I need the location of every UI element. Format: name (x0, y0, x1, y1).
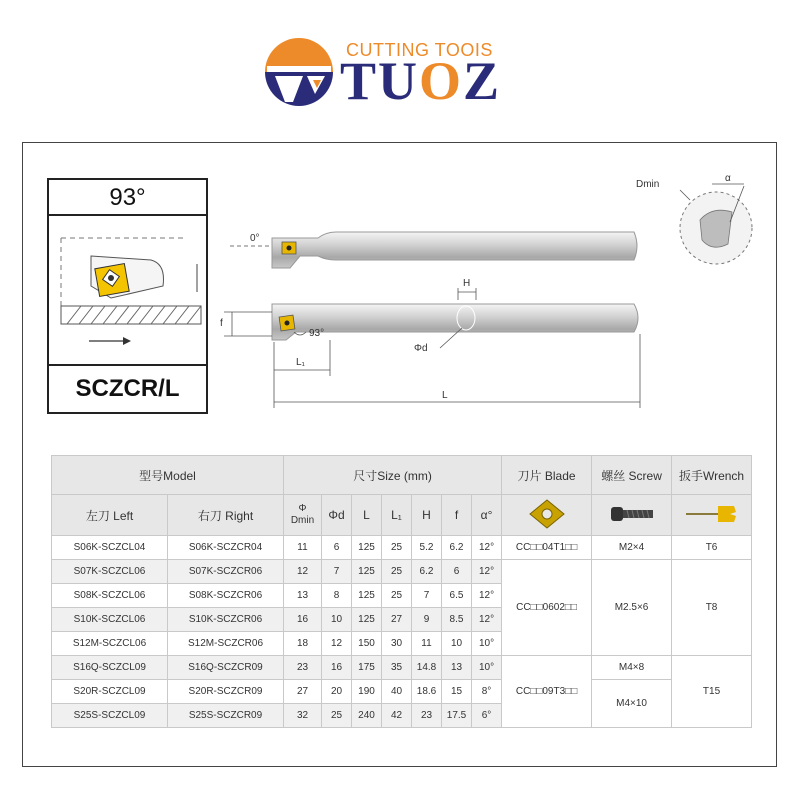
phi-d-label: Φd (414, 343, 428, 354)
dmin-label: Dmin (636, 179, 660, 190)
brand-part-o: O (419, 51, 464, 111)
cell-dmin: 27 (284, 680, 322, 704)
cell-alpha: 12° (472, 560, 502, 584)
cell-length: 125 (352, 608, 382, 632)
cell-h: 14.8 (412, 656, 442, 680)
col-f: f (442, 495, 472, 536)
cell-alpha: 10° (472, 656, 502, 680)
wrench-icon (672, 495, 752, 536)
cell-dmin: 18 (284, 632, 322, 656)
cell-alpha: 10° (472, 632, 502, 656)
cell-h: 5.2 (412, 536, 442, 560)
cell-alpha: 12° (472, 536, 502, 560)
cell-alpha: 12° (472, 608, 502, 632)
cell-blade: CC□□04T1□□ (502, 536, 592, 560)
cell-right: S16Q-SCZCR09 (168, 656, 284, 680)
cell-l1: 30 (382, 632, 412, 656)
cell-right: S10K-SCZCR06 (168, 608, 284, 632)
cell-left: S25S-SCZCL09 (52, 704, 168, 728)
mode-name: SCZCR/L (49, 364, 206, 412)
cell-l1: 25 (382, 536, 412, 560)
brand-part-z: Z (463, 51, 502, 111)
cell-right: S20R-SCZCR09 (168, 680, 284, 704)
col-right: 右刀 Right (168, 495, 284, 536)
col-phid: Φd (322, 495, 352, 536)
mode-angle: 93° (49, 180, 206, 216)
col-left: 左刀 Left (52, 495, 168, 536)
cell-wrench: T6 (672, 536, 752, 560)
blade-insert-icon (502, 495, 592, 536)
header-blade: 刀片 Blade (502, 456, 592, 495)
cell-blade: CC□□09T3□□ (502, 656, 592, 728)
col-dmin-phi: Φ (298, 503, 307, 514)
h-label: H (463, 278, 471, 289)
cell-f: 6.5 (442, 584, 472, 608)
cell-screw: M4×10 (592, 680, 672, 728)
cell-dmin: 11 (284, 536, 322, 560)
col-dmin-text: Dmin (290, 515, 315, 526)
cell-length: 125 (352, 584, 382, 608)
cell-length: 125 (352, 560, 382, 584)
cell-screw: M4×8 (592, 656, 672, 680)
cell-f: 17.5 (442, 704, 472, 728)
brand-part-tu: TU (340, 51, 420, 111)
cell-left: S08K-SCZCL06 (52, 584, 168, 608)
f-label: f (220, 318, 223, 329)
cell-alpha: 12° (472, 584, 502, 608)
cell-length: 125 (352, 536, 382, 560)
cell-l1: 35 (382, 656, 412, 680)
approach-angle-label: 93° (309, 328, 325, 339)
alpha-label: α (725, 173, 731, 184)
table-row (52, 680, 752, 704)
col-h: H (412, 495, 442, 536)
cell-blade: CC□□0602□□ (502, 560, 592, 656)
cell-left: S16Q-SCZCL09 (52, 656, 168, 680)
cell-left: S10K-SCZCL06 (52, 608, 168, 632)
col-alpha: α° (472, 495, 502, 536)
logo-tagline: CUTTING TOOIS (346, 40, 493, 60)
cell-phid: 16 (322, 656, 352, 680)
table-row (52, 560, 752, 584)
cell-right: S08K-SCZCR06 (168, 584, 284, 608)
cell-alpha: 6° (472, 704, 502, 728)
table-row (52, 536, 752, 560)
cell-right: S07K-SCZCR06 (168, 560, 284, 584)
cell-h: 7 (412, 584, 442, 608)
cell-phid: 7 (322, 560, 352, 584)
cell-dmin: 12 (284, 560, 322, 584)
cell-length: 190 (352, 680, 382, 704)
cell-wrench: T15 (672, 656, 752, 728)
cell-right: S12M-SCZCR06 (168, 632, 284, 656)
cell-length: 175 (352, 656, 382, 680)
cell-phid: 12 (322, 632, 352, 656)
spec-table (51, 455, 752, 728)
cell-phid: 6 (322, 536, 352, 560)
cell-l1: 25 (382, 584, 412, 608)
cell-h: 11 (412, 632, 442, 656)
cell-right: S25S-SCZCR09 (168, 704, 284, 728)
cell-wrench: T8 (672, 560, 752, 656)
length-label: L (442, 390, 448, 401)
cell-screw: M2×4 (592, 536, 672, 560)
cell-left: S20R-SCZCL09 (52, 680, 168, 704)
header-screw: 螺丝 Screw (592, 456, 672, 495)
zero-angle-label: 0° (250, 233, 260, 244)
cell-dmin: 32 (284, 704, 322, 728)
spec-body (52, 536, 752, 728)
cell-f: 8.5 (442, 608, 472, 632)
header-size: 尺寸Size (mm) (284, 456, 502, 495)
cell-f: 10 (442, 632, 472, 656)
cell-length: 150 (352, 632, 382, 656)
cell-f: 6.2 (442, 536, 472, 560)
cell-l1: 40 (382, 680, 412, 704)
cell-dmin: 23 (284, 656, 322, 680)
cell-screw: M2.5×6 (592, 560, 672, 656)
cell-l1: 27 (382, 608, 412, 632)
cell-f: 13 (442, 656, 472, 680)
cell-right: S06K-SCZCR04 (168, 536, 284, 560)
l1-label: L₁ (296, 357, 305, 368)
cell-h: 18.6 (412, 680, 442, 704)
cell-h: 6.2 (412, 560, 442, 584)
cell-left: S12M-SCZCL06 (52, 632, 168, 656)
cell-phid: 25 (322, 704, 352, 728)
cell-h: 9 (412, 608, 442, 632)
screw-icon (592, 495, 672, 536)
cell-f: 15 (442, 680, 472, 704)
cell-h: 23 (412, 704, 442, 728)
cell-left: S06K-SCZCL04 (52, 536, 168, 560)
cell-phid: 8 (322, 584, 352, 608)
table-row (52, 656, 752, 680)
header-wrench: 扳手Wrench (672, 456, 752, 495)
cell-l1: 42 (382, 704, 412, 728)
cell-phid: 10 (322, 608, 352, 632)
cell-dmin: 16 (284, 608, 322, 632)
col-dmin (284, 495, 322, 536)
cell-phid: 20 (322, 680, 352, 704)
col-l1: L₁ (382, 495, 412, 536)
cell-dmin: 13 (284, 584, 322, 608)
col-length: L (352, 495, 382, 536)
cell-f: 6 (442, 560, 472, 584)
cell-l1: 25 (382, 560, 412, 584)
cell-left: S07K-SCZCL06 (52, 560, 168, 584)
cell-alpha: 8° (472, 680, 502, 704)
cell-length: 240 (352, 704, 382, 728)
header-model: 型号Model (52, 456, 284, 495)
